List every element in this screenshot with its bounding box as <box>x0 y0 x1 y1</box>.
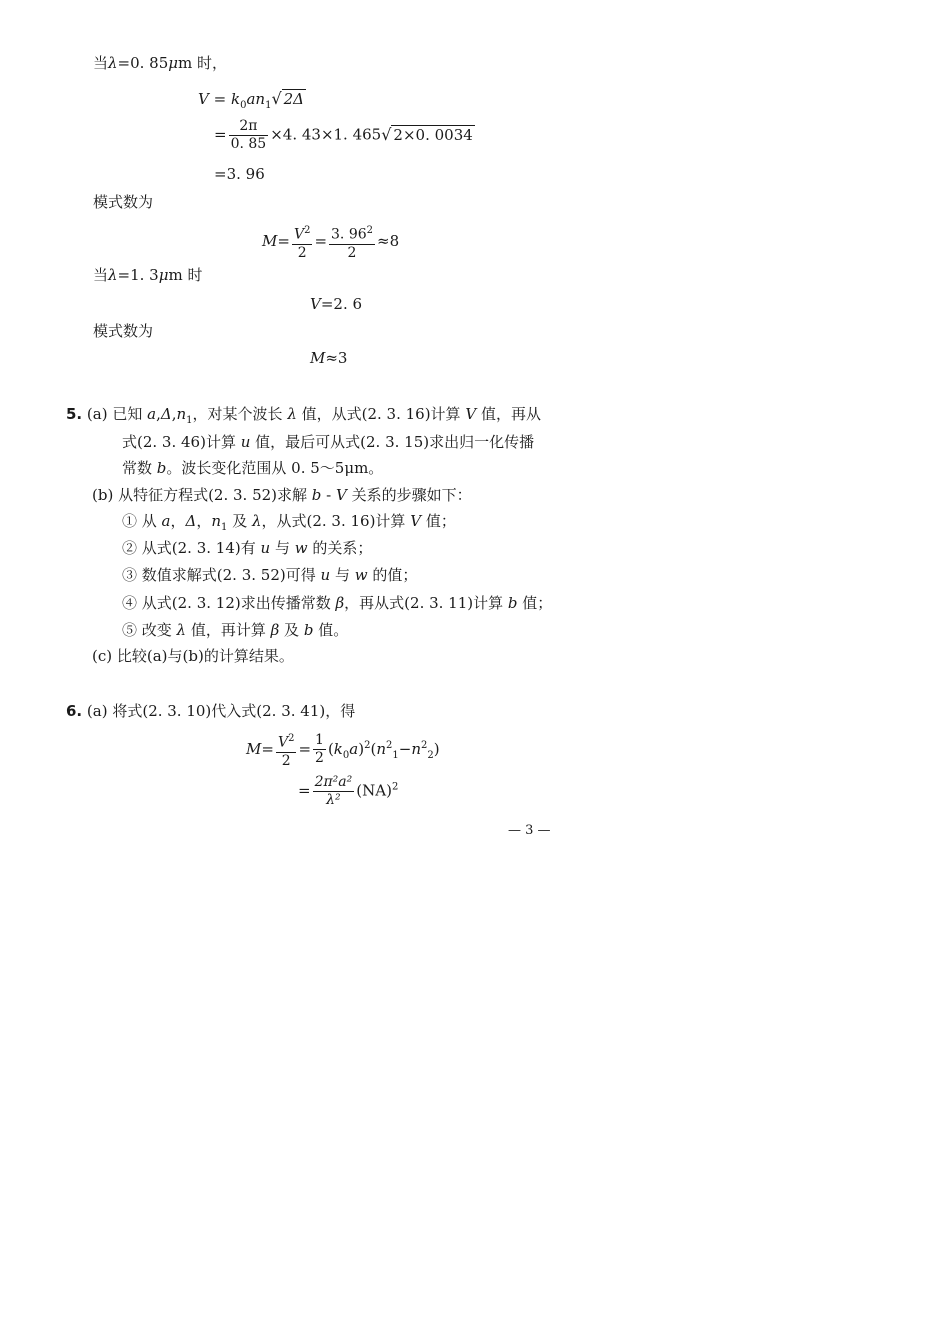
problem-5-step-4 <box>122 592 552 614</box>
var-v: V <box>293 226 305 243</box>
case-085-heading <box>93 52 227 74</box>
var-u: u <box>240 433 251 451</box>
text: 值，最后可从式(2. 3. 15)求出归一化传播 <box>250 433 535 451</box>
problem-5-step-1 <box>122 510 456 539</box>
text: ④ 从式(2. 3. 12)求出传播常数 <box>122 594 336 612</box>
problem-5-a-line2 <box>122 431 534 453</box>
text: =3. 96 <box>214 165 265 183</box>
text: ⑤ 改变 <box>122 621 177 639</box>
var-v: V <box>277 734 289 751</box>
text: 已知 <box>107 405 148 423</box>
superscript: 2 <box>304 225 311 236</box>
var-m: M <box>246 739 262 758</box>
problem-5-step-5 <box>122 619 348 641</box>
text: ① 从 <box>122 512 162 530</box>
superscript: 2 <box>364 739 371 751</box>
var-v: V <box>336 486 347 504</box>
var-beta: β <box>335 594 345 612</box>
numerator <box>292 222 313 245</box>
problem-6-a-line <box>66 700 355 722</box>
equation-v-result <box>214 163 265 185</box>
equals: = <box>208 90 227 108</box>
text: 值，从式(2. 3. 16)计算 <box>296 405 466 423</box>
case-13-heading <box>93 264 202 286</box>
equals: = <box>261 739 274 758</box>
var-delta: Δ <box>160 405 172 423</box>
lambda-symbol: λ <box>251 512 262 530</box>
modes-label-1 <box>93 191 153 213</box>
problem-5-b-line <box>92 484 472 506</box>
var-n: n <box>176 405 187 423</box>
var-u: u <box>260 539 271 557</box>
fraction <box>276 730 297 770</box>
var-u: u <box>320 566 331 584</box>
var-delta: Δ <box>185 512 197 530</box>
text: ， <box>170 512 186 530</box>
var-m: M <box>310 349 326 367</box>
text: 模式数为 <box>93 193 154 211</box>
mu-symbol: μ <box>168 54 179 72</box>
text: ，从式(2. 3. 16)计算 <box>261 512 411 530</box>
text: (NA) <box>356 781 392 800</box>
text: ×4. 43×1. 465 <box>270 125 382 144</box>
text: 当 <box>93 266 109 284</box>
problem-number: 6. <box>66 702 83 720</box>
text: =2. 6 <box>320 295 363 313</box>
mu-symbol: μ <box>158 266 169 284</box>
problem-number: 5. <box>66 405 83 423</box>
text: ( <box>327 739 334 758</box>
fraction <box>329 222 375 262</box>
text: (c) 比较(a)与(b)的计算结果。 <box>92 647 294 665</box>
denominator: λ² <box>326 792 341 808</box>
fraction <box>313 774 355 809</box>
subscript: 2 <box>427 749 434 761</box>
var-w: w <box>294 539 308 557</box>
text: 及 <box>279 621 304 639</box>
var-a: a <box>161 512 171 530</box>
text: 值。 <box>313 621 349 639</box>
equation-modes-2 <box>310 347 347 369</box>
numerator: 2π²a² <box>314 774 353 790</box>
text: — 3 — <box>508 823 551 838</box>
lambda-symbol: λ <box>176 621 187 639</box>
sqrt: √ 2×0. 0034 <box>381 124 473 144</box>
sqrt: √ 2Δ <box>271 89 305 108</box>
denominator: 2 <box>347 244 357 261</box>
text: 值； <box>421 512 456 530</box>
var-b: b <box>156 459 167 477</box>
sqrt-argument: 2×0. 0034 <box>393 125 473 144</box>
equals: = <box>214 125 227 144</box>
var-k: k <box>333 739 343 758</box>
denominator: 2 <box>315 750 324 767</box>
text: =1. 3 <box>117 266 159 284</box>
text: 的关系； <box>307 539 373 557</box>
numerator <box>329 222 375 245</box>
text: (a) 将式(2. 3. 10)代入式(2. 3. 41)，得 <box>86 702 356 720</box>
text: 模式数为 <box>93 322 154 340</box>
text: ， <box>196 512 212 530</box>
text: 值，再计算 <box>186 621 271 639</box>
var-n: n <box>376 739 386 758</box>
denominator: 2 <box>297 244 307 261</box>
text: ，再从式(2. 3. 11)计算 <box>344 594 508 612</box>
var-a: a <box>349 739 359 758</box>
text: - <box>321 486 337 504</box>
var-b: b <box>507 594 518 612</box>
problem-5-step-2 <box>122 537 372 559</box>
sqrt-argument: 2Δ <box>283 90 305 108</box>
text: 值，再从 <box>476 405 541 423</box>
lambda-symbol: λ <box>108 266 118 284</box>
equals: = <box>314 231 328 250</box>
var-n: n <box>411 739 421 758</box>
var-k: k <box>230 90 241 108</box>
var-b: b <box>303 621 314 639</box>
text: ③ 数值求解式(2. 3. 52)可得 <box>122 566 321 584</box>
equation-modes-na-1 <box>246 730 440 770</box>
subscript: 0 <box>342 749 350 761</box>
numerator <box>276 730 297 753</box>
part-label: (a) <box>86 405 108 423</box>
fraction <box>313 732 326 767</box>
fraction <box>292 222 313 262</box>
equals: = <box>298 781 311 800</box>
text: ( <box>370 739 377 758</box>
text: 及 <box>227 512 252 530</box>
equation-v-numeric <box>214 118 475 153</box>
var-beta: β <box>270 621 280 639</box>
text: 当 <box>93 54 109 72</box>
text: ≈8 <box>377 231 400 250</box>
text: , <box>156 405 161 423</box>
fraction <box>229 118 269 153</box>
value: 3. 96 <box>331 226 367 243</box>
lambda-symbol: λ <box>287 405 297 423</box>
superscript: 2 <box>385 739 393 751</box>
subscript: 1 <box>186 415 193 426</box>
text: , <box>171 405 177 423</box>
var-a: a <box>246 90 256 108</box>
text: (b) 从特征方程式(2. 3. 52)求解 <box>92 486 312 504</box>
subscript: 1 <box>265 100 272 111</box>
var-w: w <box>354 566 368 584</box>
var-v: V <box>198 90 209 108</box>
superscript: 2 <box>366 225 374 236</box>
equals: = <box>298 739 312 758</box>
var-m: M <box>262 231 278 250</box>
text: 常数 <box>122 459 157 477</box>
text: m 时 <box>168 266 203 284</box>
equation-v-definition <box>198 88 306 117</box>
denominator: 0. 85 <box>230 136 267 152</box>
var-n: n <box>211 512 222 530</box>
subscript: 0 <box>240 100 247 111</box>
problem-5-a-line1 <box>66 403 541 432</box>
var-v: V <box>465 405 477 423</box>
text: 与 <box>270 539 295 557</box>
modes-label-2 <box>93 320 153 342</box>
text: − <box>398 739 412 758</box>
text: ② 从式(2. 3. 14)有 <box>122 539 261 557</box>
text: m 时， <box>178 54 228 72</box>
equals: = <box>277 231 290 250</box>
lambda-symbol: λ <box>108 54 118 72</box>
var-v: V <box>310 295 321 313</box>
equation-v-13 <box>310 293 362 315</box>
text: 。波长变化范围从 0. 5～5μm。 <box>166 459 384 477</box>
var-v: V <box>410 512 422 530</box>
page-number <box>508 820 551 842</box>
denominator: 2 <box>281 752 291 769</box>
equation-modes-1 <box>262 222 399 262</box>
superscript: 2 <box>288 733 295 744</box>
subscript: 1 <box>392 749 399 761</box>
subscript: 1 <box>221 522 228 533</box>
numerator: 2π <box>229 118 269 136</box>
text: =0. 85 <box>117 54 169 72</box>
superscript: 2 <box>391 781 399 793</box>
text: 式(2. 3. 46)计算 <box>122 433 241 451</box>
text: ，对某个波长 <box>192 405 288 423</box>
text: 关系的步骤如下： <box>346 486 472 504</box>
var-n: n <box>255 90 266 108</box>
problem-5-a-line3 <box>122 457 383 479</box>
equation-modes-na-2 <box>298 774 398 809</box>
var-b: b <box>311 486 322 504</box>
text: ) <box>358 739 365 758</box>
problem-5-c-line <box>92 645 294 667</box>
problem-5-step-3 <box>122 564 417 586</box>
text: ) <box>433 739 440 758</box>
text: 的值； <box>367 566 418 584</box>
text: ≈3 <box>325 349 348 367</box>
superscript: 2 <box>420 739 428 751</box>
var-a: a <box>147 405 157 423</box>
numerator: 1 <box>315 732 324 749</box>
text: 值； <box>517 594 553 612</box>
text: 与 <box>330 566 355 584</box>
